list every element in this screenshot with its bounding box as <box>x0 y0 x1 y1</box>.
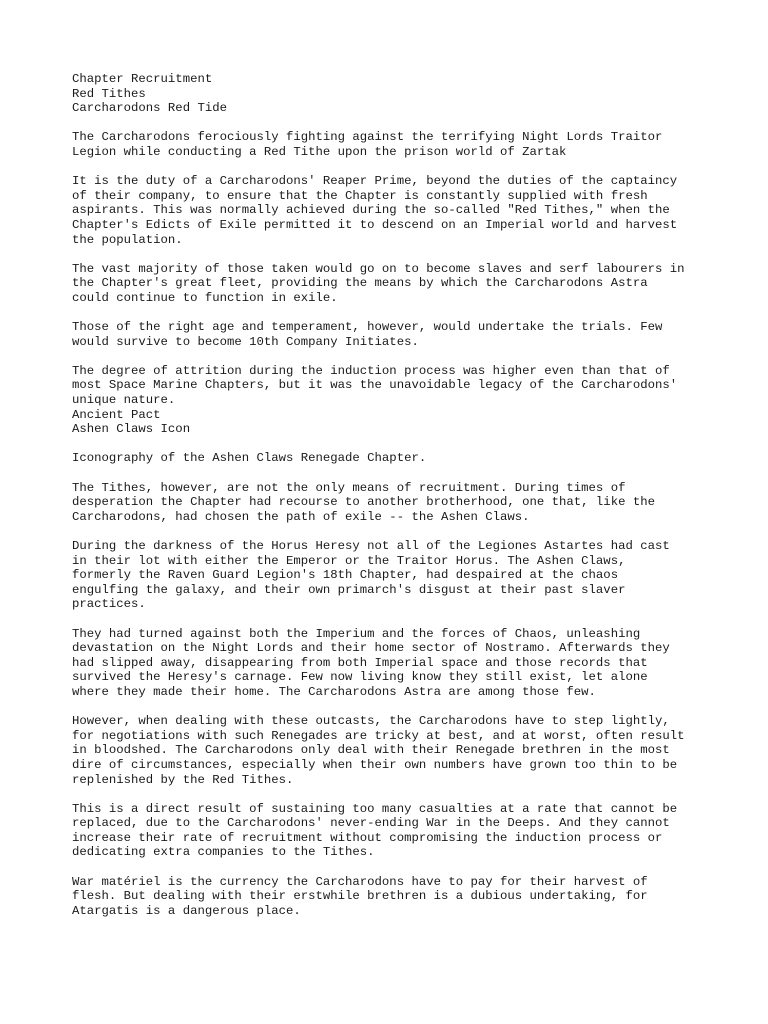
paragraph-line: the population. <box>72 232 183 247</box>
header-line: Red Tithes <box>72 86 146 101</box>
paragraph <box>72 451 712 466</box>
paragraph <box>72 262 712 306</box>
paragraph-line: could continue to function in exile. <box>72 290 338 305</box>
paragraph-line: War matériel is the currency the Carcharodons have to pay for their harvest of <box>72 874 648 889</box>
document-page <box>72 72 712 918</box>
paragraph-line: It is the duty of a Carcharodons' Reaper Prime, beyond the duties of the captaincy <box>72 174 678 189</box>
paragraph-line: formerly the Raven Guard Legion's 18th Chapter, had despaired at the chaos <box>72 568 619 583</box>
paragraph-line: where they made their home. The Carcharodons Astra are among those few. <box>72 684 596 699</box>
paragraph-line: Atargatis is a dangerous place. <box>72 903 301 918</box>
paragraph-line: The Tithes, however, are not the only means of recruitment. During times of <box>72 480 626 495</box>
paragraph-gap <box>72 612 712 627</box>
paragraph-line: unique nature. <box>72 393 176 408</box>
paragraph-line: replaced, due to the Carcharodons' never-ending War in the Deeps. And they cannot <box>72 816 670 831</box>
paragraph-line: the Chapter's great fleet, providing the means by which the Carcharodons Astra <box>72 276 648 291</box>
paragraph-line: survived the Heresy's carnage. Few now living know they still exist, let alone <box>72 670 648 685</box>
paragraph-gap <box>72 700 712 715</box>
paragraph-line: Carcharodons, had chosen the path of exile -- the Ashen Claws. <box>72 509 530 524</box>
paragraph-line: in their lot with either the Emperor or the Traitor Horus. The Ashen Claws, <box>72 553 626 568</box>
paragraph-gap <box>72 116 712 131</box>
paragraph <box>72 802 712 860</box>
header-line: Carcharodons Red Tide <box>72 101 227 116</box>
paragraph-line: would survive to become 10th Company Initiates. <box>72 334 419 349</box>
paragraph <box>72 174 712 247</box>
paragraph-line: Ancient Pact <box>72 407 161 422</box>
paragraph-line: flesh. But dealing with their erstwhile brethren is a dubious undertaking, for <box>72 889 648 904</box>
paragraph-line: The degree of attrition during the induction process was higher even than that of <box>72 363 670 378</box>
paragraph-line: in bloodshed. The Carcharodons only deal with their Renegade brethren in the most <box>72 743 670 758</box>
paragraph-gap <box>72 160 712 175</box>
paragraph-line: The vast majority of those taken would go on to become slaves and serf labourers in <box>72 261 685 276</box>
paragraph-gap <box>72 247 712 262</box>
header-line: Chapter Recruitment <box>72 72 213 86</box>
paragraph-line: devastation on the Night Lords and their home sector of Nostramo. Afterwards they <box>72 641 670 656</box>
paragraph <box>72 320 712 349</box>
paragraph-line: practices. <box>72 597 146 612</box>
paragraph-line: had slipped away, disappearing from both Imperial space and those records that <box>72 655 648 670</box>
paragraph-line: increase their rate of recruitment without compromising the induction process or <box>72 830 663 845</box>
paragraph-line: The Carcharodons ferociously fighting against the terrifying Night Lords Traitor <box>72 130 663 145</box>
paragraph-line: Iconography of the Ashen Claws Renegade Chapter. <box>72 451 427 466</box>
paragraph <box>72 539 712 612</box>
paragraph-line: most Space Marine Chapters, but it was the unavoidable legacy of the Carcharodons' <box>72 378 678 393</box>
paragraph-gap <box>72 524 712 539</box>
paragraph-line: desperation the Chapter had recourse to another brotherhood, one that, like the <box>72 495 655 510</box>
paragraph-gap <box>72 306 712 321</box>
paragraph <box>72 364 712 437</box>
paragraph-gap <box>72 437 712 452</box>
paragraph <box>72 875 712 919</box>
paragraph-line: for negotiations with such Renegades are tricky at best, and at worst, often result <box>72 728 685 743</box>
paragraph-line: Legion while conducting a Red Tithe upon the prison world of Zartak <box>72 144 567 159</box>
paragraph-gap <box>72 860 712 875</box>
paragraph <box>72 627 712 700</box>
paragraph <box>72 481 712 525</box>
paragraph-line: During the darkness of the Horus Heresy not all of the Legiones Astartes had cast <box>72 539 670 553</box>
paragraph-line: dire of circumstances, especially when their own numbers have grown too thin to be <box>72 757 678 772</box>
paragraph <box>72 130 712 159</box>
document-body <box>72 130 712 918</box>
paragraph-line: engulfing the galaxy, and their own primarch's disgust at their past slaver <box>72 582 626 597</box>
paragraph-gap <box>72 787 712 802</box>
paragraph-line: dedicating extra companies to the Tithes. <box>72 845 375 860</box>
document-header <box>72 72 712 116</box>
paragraph-line: This is a direct result of sustaining too many casualties at a rate that cannot be <box>72 801 678 816</box>
paragraph-gap <box>72 466 712 481</box>
paragraph-line: However, when dealing with these outcasts, the Carcharodons have to step lightly, <box>72 714 670 729</box>
paragraph-line: aspirants. This was normally achieved during the so-called "Red Tithes," when the <box>72 203 670 218</box>
paragraph <box>72 714 712 787</box>
paragraph-gap <box>72 349 712 364</box>
paragraph-line: of their company, to ensure that the Chapter is constantly supplied with fresh <box>72 188 648 203</box>
paragraph-line: Ashen Claws Icon <box>72 422 191 437</box>
paragraph-line: They had turned against both the Imperium and the forces of Chaos, unleashing <box>72 626 641 641</box>
paragraph-line: Those of the right age and temperament, however, would undertake the trials. Few <box>72 320 663 335</box>
paragraph-line: Chapter's Edicts of Exile permitted it to descend on an Imperial world and harvest <box>72 217 678 232</box>
paragraph-line: replenished by the Red Tithes. <box>72 772 294 787</box>
